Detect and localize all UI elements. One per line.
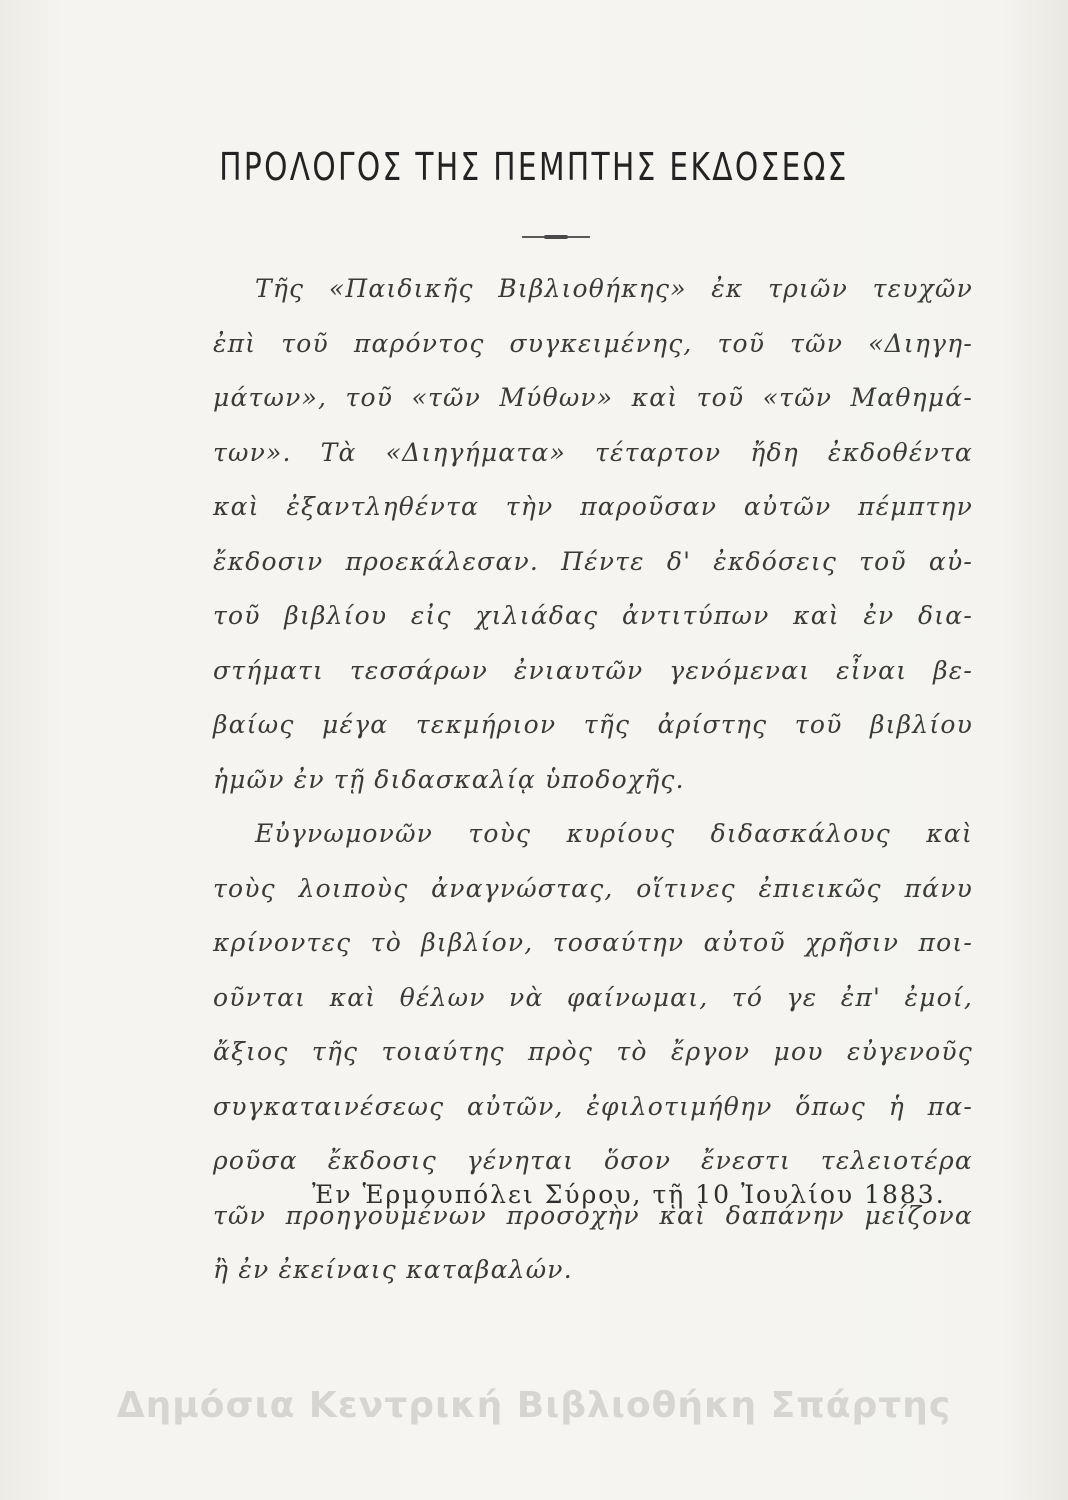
text-line: ἐπὶ τοῦ παρόντος συγκειμένης, τοῦ τῶν «Διηγη- — [213, 328, 973, 358]
page-title: ΠΡΟΛΟΓΟΣ ΤΗΣ ΠΕΜΠΤΗΣ ΕΚΔΟΣΕΩΣ — [219, 145, 849, 189]
text-line: ἔκδοσιν προεκάλεσαν. Πέντε δ' ἐκδόσεις τοῦ αὐ- — [213, 546, 973, 576]
text-line: ροῦσα ἔκδοσις γένηται ὅσον ἔνεστι τελειοτέρα — [213, 1146, 973, 1175]
text-line: καὶ ἐξαντληθέντα τὴν παροῦσαν αὐτῶν πέμπτην — [213, 492, 973, 521]
text-line: Τῆς «Παιδικῆς Βιβλιοθήκης» ἐκ τριῶν τευχῶν — [255, 274, 973, 303]
text-line: κρίνοντες τὸ βιβλίον, τοσαύτην αὐτοῦ χρῆσιν ποι- — [213, 928, 973, 957]
text-line: των». Τὰ «Διηγήματα» τέταρτον ἤδη ἐκδοθέντα — [213, 437, 973, 467]
title-ornament-rule — [522, 236, 590, 238]
text-line: οῦνται καὶ θέλων νὰ φαίνωμαι, τό γε ἐπ' ἐμοί, — [213, 982, 973, 1012]
library-watermark: Δημόσια Κεντρική Βιβλιοθήκη Σπάρτης — [116, 1385, 952, 1426]
text-line: τῶν προηγουμένων προσοχὴν καὶ δαπάνην μείζονα — [213, 1200, 973, 1230]
text-line: Εὐγνωμονῶν τοὺς κυρίους διδασκάλους καὶ — [255, 819, 973, 848]
text-line: συγκαταινέσεως αὐτῶν, ἐφιλοτιμήθην ὅπως ἡ πα- — [213, 1091, 973, 1121]
text-line: ἡμῶν ἐν τῇ διδασκαλίᾳ ὑποδοχῆς. — [213, 764, 685, 794]
text-line: βαίως μέγα τεκμήριον τῆς ἀρίστης τοῦ βιβλίου — [213, 710, 973, 739]
text-line: τοῦ βιβλίου εἰς χιλιάδας ἀντιτύπων καὶ ἐν δια- — [213, 601, 973, 630]
preface-body — [213, 262, 973, 1298]
text-line: μάτων», τοῦ «τῶν Μύθων» καὶ τοῦ «τῶν Μαθημά- — [213, 383, 973, 412]
text-line: τοὺς λοιποὺς ἀναγνώστας, οἵτινες ἐπιεικῶς πάνυ — [213, 873, 973, 903]
text-line: ἢ ἐν ἐκείναις καταβαλών. — [213, 1255, 573, 1284]
text-line: ἄξιος τῆς τοιαύτης πρὸς τὸ ἔργον μου εὐγενοῦς — [213, 1037, 973, 1066]
text-line: στήματι τεσσάρων ἐνιαυτῶν γενόμεναι εἶναι βε- — [213, 655, 973, 685]
dateline: Ἐν Ἑρμουπόλει Σύρου, τῇ 10 Ἰουλίου 1883. — [312, 1180, 946, 1209]
